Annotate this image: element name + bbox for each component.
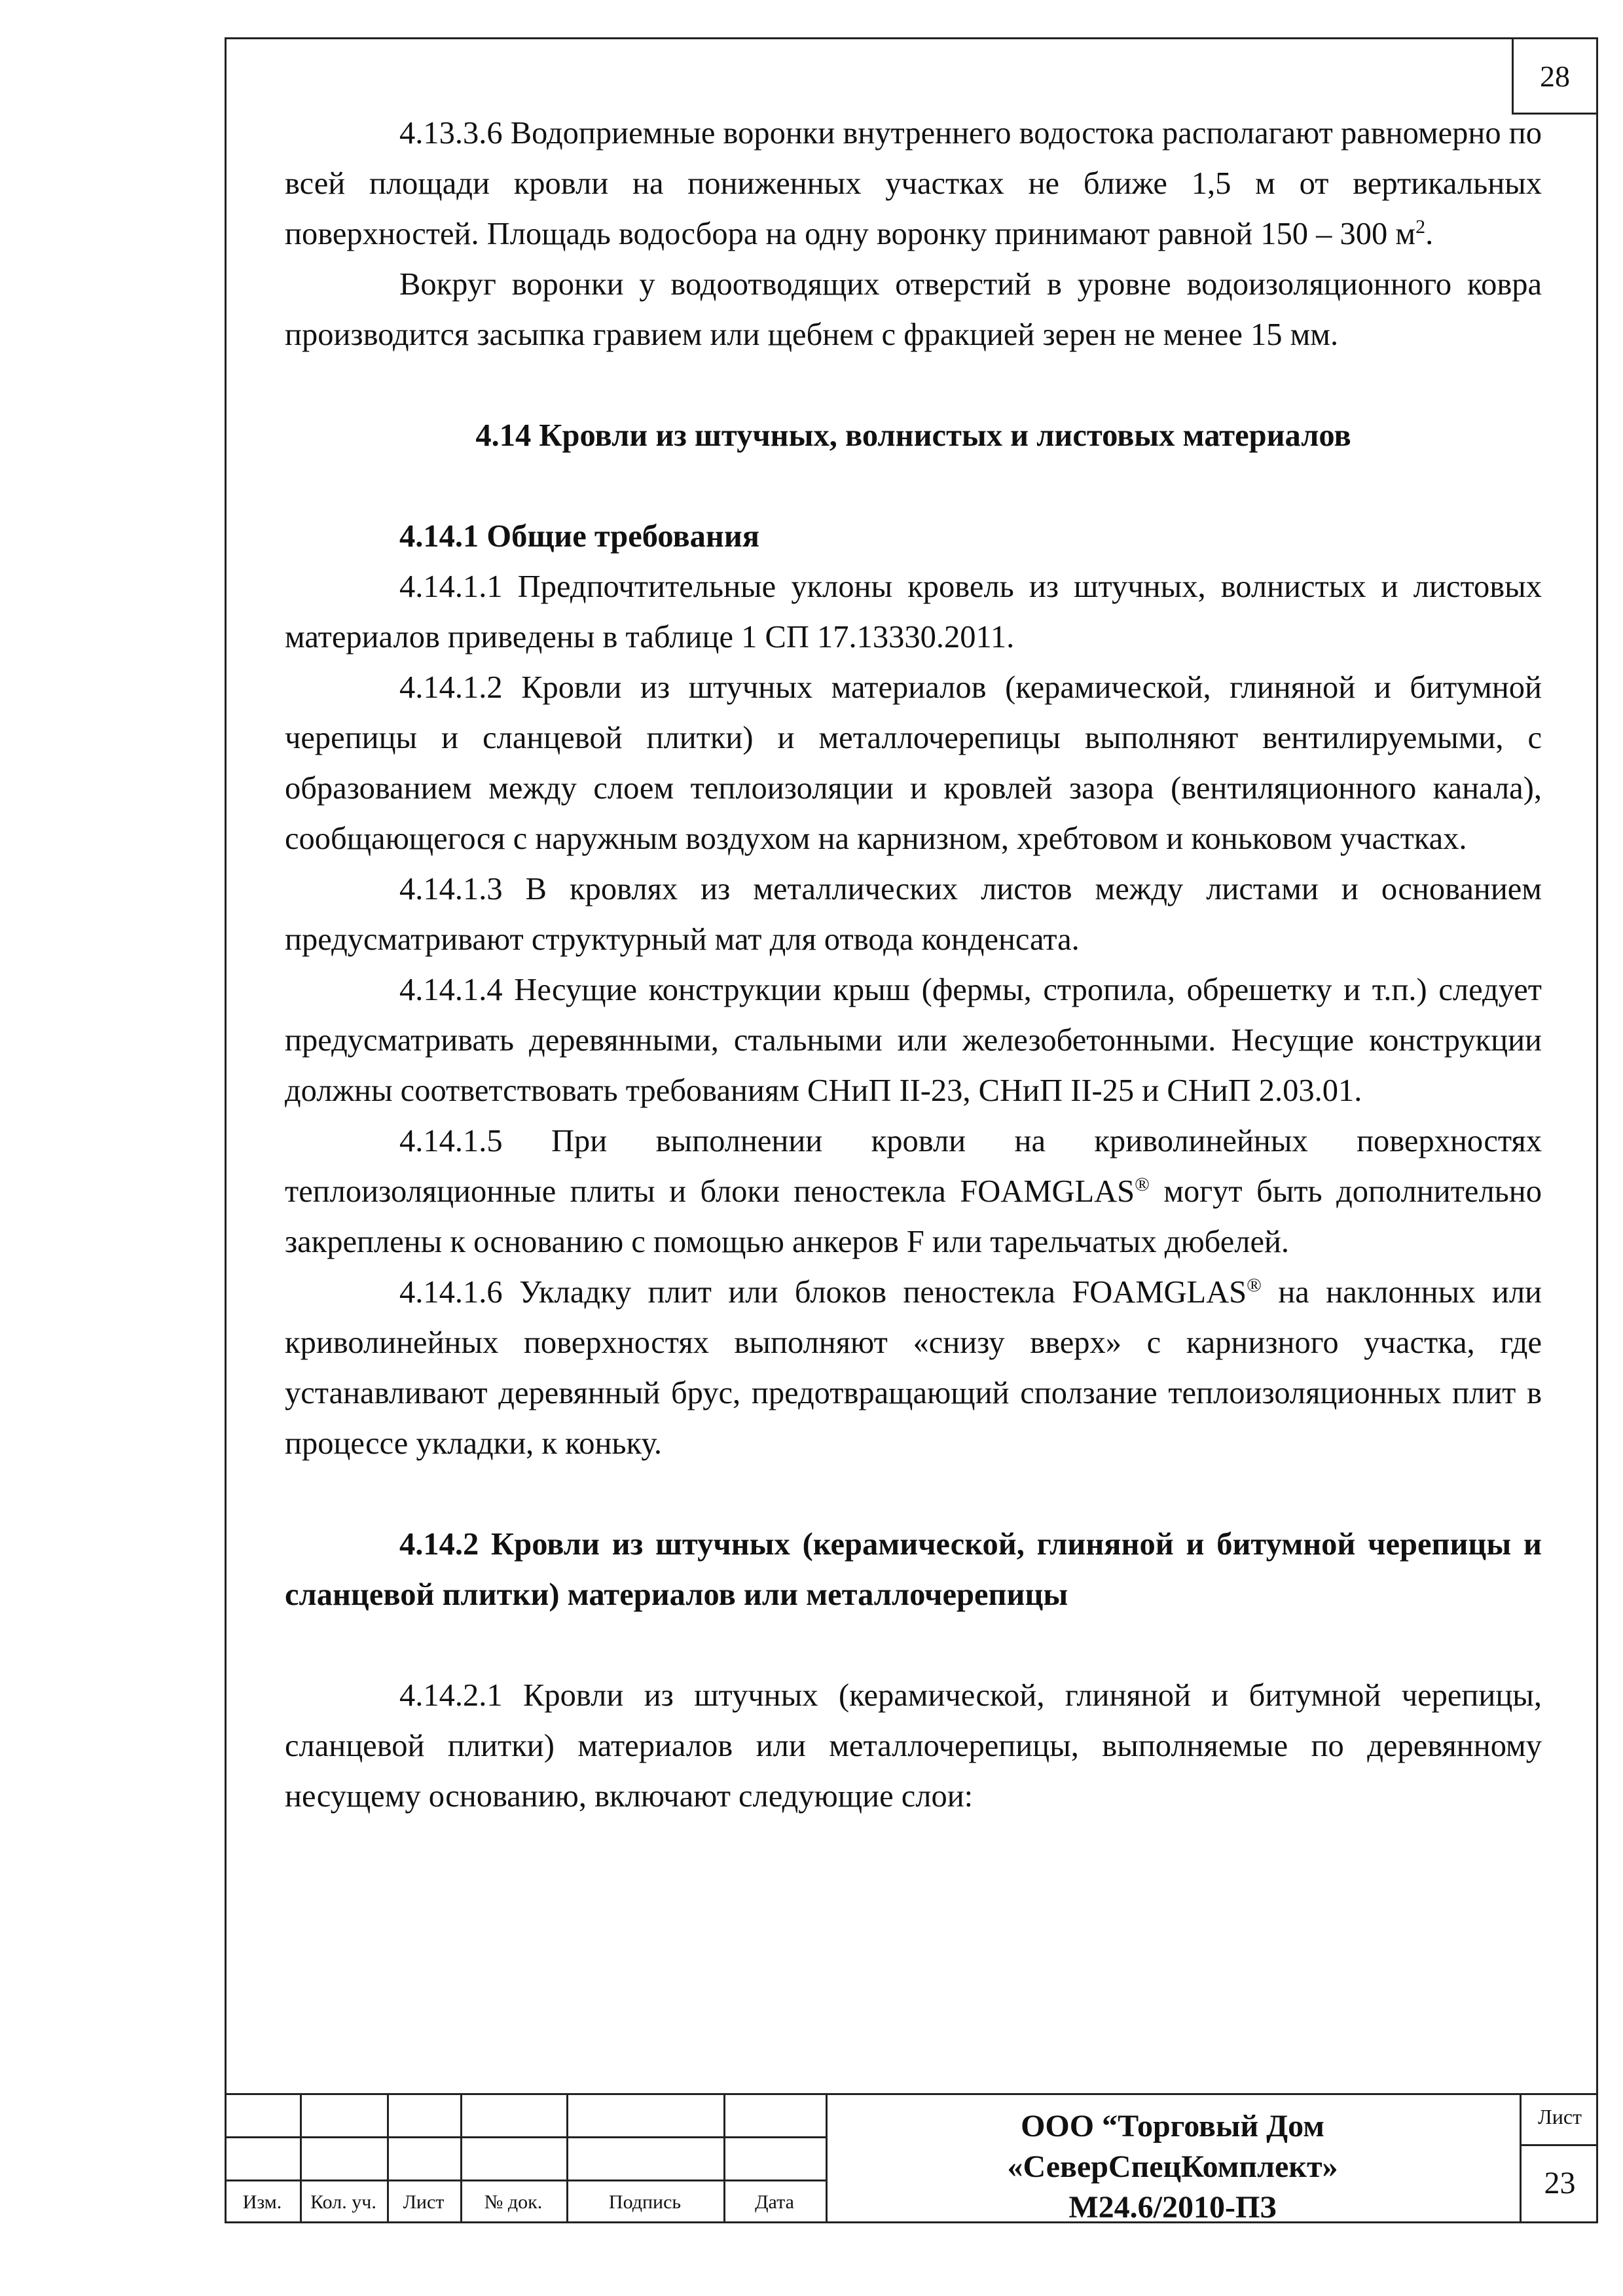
org-name-line2: «СеверСпецКомплект» — [1007, 2149, 1338, 2184]
paragraph-funnel-gravel: Вокруг воронки у водоотводящих отверстий в уровне водоизоляционного ковра производится засыпка гравием или щебнем с фракцией зерен не менее 15 мм. — [285, 267, 1542, 352]
stamp-col-list: Лист — [403, 2191, 445, 2213]
sheet-label: Лист — [1537, 2105, 1582, 2128]
stamp-col-signature: Подпись — [608, 2191, 682, 2213]
subsection-heading-4-14-2: 4.14.2 Кровли из штучных (керамической, глиняной и битумной черепицы и сланцевой плитки) материалов или металлочерепицы — [285, 1527, 1542, 1612]
document-code: М24.6/2010-ПЗ — [1068, 2190, 1277, 2225]
item-4-14-1-2: 4.14.1.2 Кровли из штучных материалов (керамической, глиняной и битумной черепицы и сланцевой плитки) и металлочерепицы выполняют вентилируемыми, с образованием между слоем теплоизоляции и кровлей зазора (вентиляционного канала), сообщающегося с наружным воздухом на карнизном, хребтовом и коньковом участках. — [285, 670, 1542, 856]
stamp-col-doc: № док. — [484, 2191, 543, 2213]
section-heading-4-14: 4.14 Кровли из штучных, волнистых и листовых материалов — [475, 418, 1351, 453]
item-4-14-2-1: 4.14.2.1 Кровли из штучных (керамической, глиняной и битумной черепицы, сланцевой плитки) материалов или металлочерепицы, выполняемые по деревянному несущему основанию, включают следующие слои: — [285, 1678, 1542, 1814]
item-4-14-1-6: 4.14.1.6 Укладку плит или блоков пеностекла FOAMGLAS® на наклонных или криволинейных поверхностях выполняют «снизу вверх» с карнизного участка, где устанавливают деревянный брус, предотвращающий сползание теплоизоляционных плит в процессе укладки, к коньку. — [285, 1274, 1542, 1461]
item-4-14-1-5: 4.14.1.5 При выполнении кровли на криволинейных поверхностях теплоизоляционные плиты и блоки пеностекла FOAMGLAS® могут быть дополнительно закреплены к основанию с помощью анкеров F или тарельчатых дюбелей. — [285, 1124, 1542, 1259]
stamp-col-izm: Изм. — [242, 2191, 282, 2213]
item-4-14-1-3: 4.14.1.3 В кровлях из металлических листов между листами и основанием предусматривают структурный мат для отвода конденсата. — [285, 872, 1542, 957]
organization-block — [826, 2106, 1520, 2228]
item-4-14-1-1: 4.14.1.1 Предпочтительные уклоны кровель из штучных, волнистых и листовых материалов приведены в таблице 1 СП 17.13330.2011. — [285, 569, 1542, 655]
paragraph-4-13-3-6: 4.13.3.6 Водоприемные воронки внутреннего водостока располагают равномерно по всей площади кровли на пониженных участках не ближе 1,5 м от вертикальных поверхностей. Площадь водосбора на одну воронку принимают равной 150 – 300 $м^2$. — [285, 116, 1542, 251]
title-block-stamp — [225, 2093, 1598, 2223]
stamp-col-date: Дата — [755, 2191, 794, 2213]
document-body — [285, 108, 1542, 1821]
stamp-col-kol-uch: Кол. уч. — [310, 2191, 376, 2213]
item-4-14-1-4: 4.14.1.4 Несущие конструкции крыш (фермы, стропила, обрешетку и т.п.) следует предусматривать деревянными, стальными или железобетонными. Несущие конструкции должны соответствовать требованиям СНиП II-23, СНиП II-25 и СНиП 2.03.01. — [285, 973, 1542, 1108]
subsection-heading-4-14-1: 4.14.1 Общие требования — [399, 519, 760, 554]
superscript: 2 — [1415, 215, 1426, 238]
org-name-line1: ООО “Торговый Дом — [1021, 2109, 1324, 2144]
page-number-top: 28 — [1512, 37, 1598, 115]
sheet-number: 23 — [1544, 2166, 1576, 2200]
